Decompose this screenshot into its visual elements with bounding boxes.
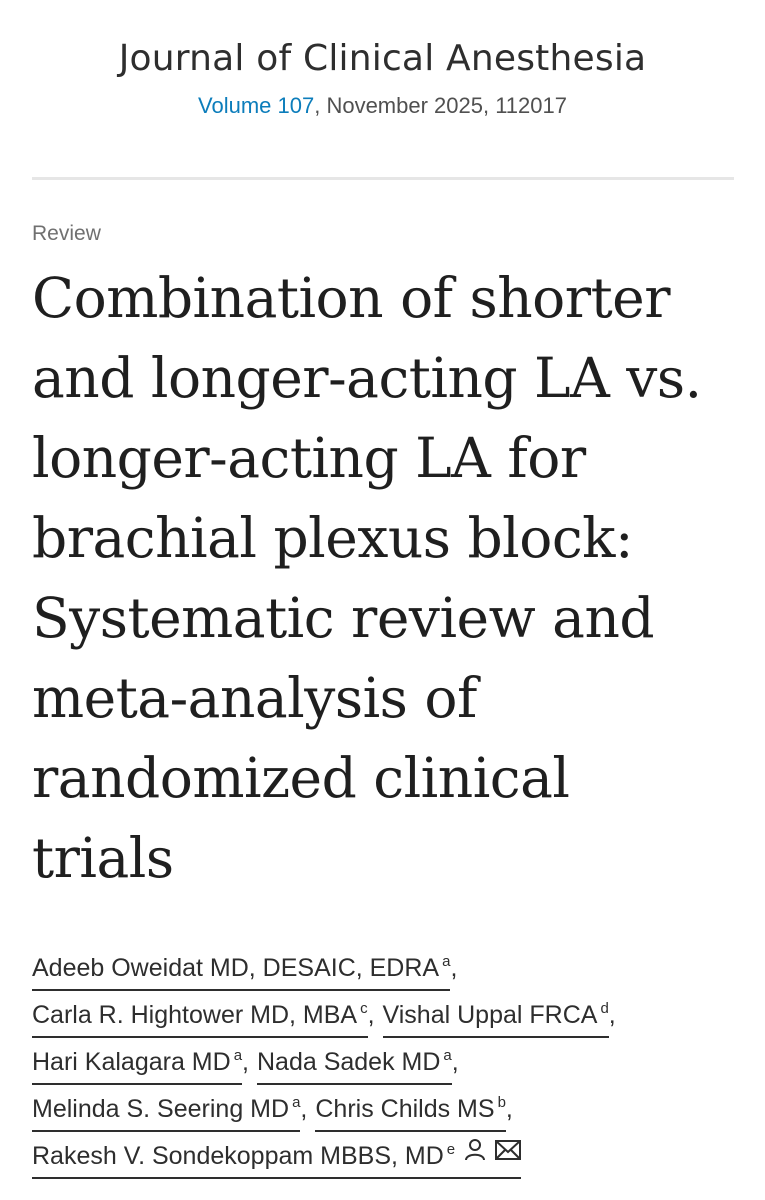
author-link[interactable] <box>383 998 609 1038</box>
author-line <box>32 1089 742 1136</box>
author-separator: , <box>451 1048 459 1076</box>
author-link[interactable] <box>32 1045 242 1085</box>
journal-title[interactable]: Journal of Clinical Anesthesia <box>118 38 647 79</box>
affiliation-marker: e <box>446 1141 456 1158</box>
author-link[interactable] <box>32 1139 521 1179</box>
author-name: Rakesh V. Sondekoppam MBBS, MD <box>32 1142 444 1170</box>
title-line: Systematic review and <box>32 586 655 650</box>
author-name: Hari Kalagara MD <box>32 1048 231 1076</box>
title-line: meta-analysis of <box>32 666 477 730</box>
affiliation-marker: a <box>292 1094 301 1111</box>
article-type: Review <box>32 222 101 245</box>
affiliation-marker: a <box>443 1047 452 1064</box>
author-line <box>32 995 742 1042</box>
person-icon[interactable] <box>463 1136 487 1170</box>
volume-link[interactable]: Volume 107 <box>198 93 315 118</box>
author-name: Vishal Uppal FRCA <box>382 1001 598 1029</box>
author-line <box>32 1042 742 1089</box>
author-separator: , <box>450 954 458 982</box>
author-link[interactable] <box>32 951 450 991</box>
author-separator: , <box>608 1001 616 1029</box>
affiliation-marker: c <box>360 1000 368 1017</box>
affiliation-marker: a <box>233 1047 243 1064</box>
author-line <box>32 1136 742 1183</box>
author-link[interactable] <box>315 1092 506 1132</box>
issue-info: , November 2025, 112017 <box>314 93 567 118</box>
affiliation-marker: d <box>600 1000 609 1017</box>
article-title <box>32 258 742 898</box>
title-line: and longer-acting LA vs. <box>32 346 702 410</box>
title-line: Combination of shorter <box>32 266 671 330</box>
affiliation-marker: a <box>442 953 451 970</box>
author-link[interactable] <box>32 1092 300 1132</box>
author-separator: , <box>300 1095 308 1123</box>
author-link[interactable] <box>32 998 368 1038</box>
journal-meta <box>0 92 765 120</box>
title-line: trials <box>32 826 174 890</box>
title-line: longer-acting LA for <box>32 426 586 490</box>
title-line: randomized clinical <box>32 746 570 810</box>
title-line: brachial plexus block: <box>32 506 634 570</box>
author-line <box>32 948 742 995</box>
author-separator: , <box>242 1048 249 1076</box>
author-separator: , <box>505 1095 513 1123</box>
author-separator: , <box>367 1001 375 1029</box>
author-list <box>32 948 742 1183</box>
header-divider <box>32 177 734 180</box>
author-name: Carla R. Hightower MD, MBA <box>32 1001 358 1029</box>
journal-header <box>0 0 765 120</box>
author-name: Chris Childs MS <box>315 1095 495 1123</box>
author-link[interactable] <box>257 1045 452 1085</box>
envelope-icon[interactable] <box>495 1136 521 1170</box>
affiliation-marker: b <box>497 1094 506 1111</box>
author-name: Melinda S. Seering MD <box>32 1095 290 1123</box>
author-name: Adeeb Oweidat MD, DESAIC, EDRA <box>32 954 440 982</box>
author-name: Nada Sadek MD <box>256 1048 441 1076</box>
